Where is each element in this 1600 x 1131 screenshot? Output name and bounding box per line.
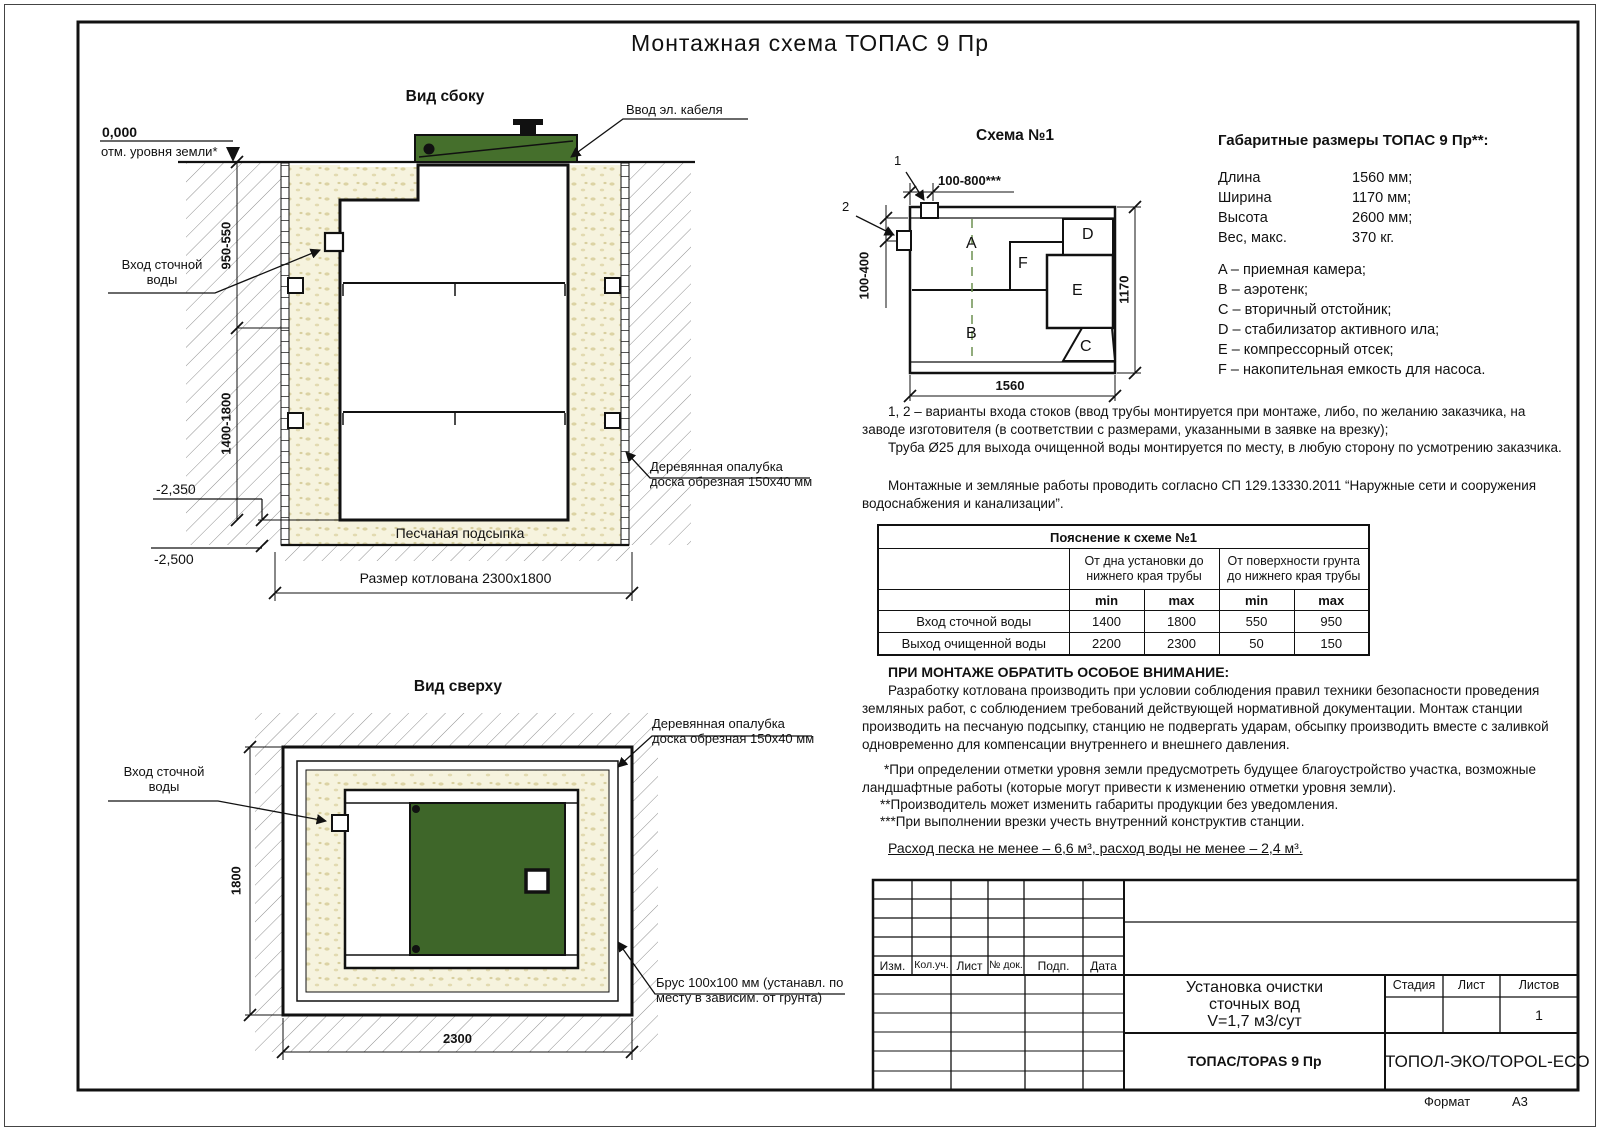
sheet-header: Лист bbox=[1457, 978, 1486, 992]
schema-marker-2: 2 bbox=[842, 199, 850, 214]
page-title: Монтажная схема ТОПАС 9 Пр bbox=[630, 30, 989, 56]
attention-footnote1-line: ландшафтные работы (которые могут привести к изменению отметки уровня земли). bbox=[862, 780, 1397, 795]
ground-level-label: отм. уровня земли* bbox=[101, 144, 218, 159]
pit-size-label: Размер котлована 2300х1800 bbox=[359, 570, 552, 586]
table-row-name: Вход сточной воды bbox=[878, 611, 1069, 633]
note-works-line: водоснабжения и канализации”. bbox=[862, 496, 1064, 511]
cable-entry-label: Ввод эл. кабеля bbox=[626, 102, 723, 117]
schema-marker-1: 1 bbox=[894, 153, 902, 168]
table-cell: 950 bbox=[1294, 611, 1369, 633]
schema-title: Схема №1 bbox=[976, 127, 1054, 144]
table-cell: 550 bbox=[1219, 611, 1294, 633]
dim-row-label: Ширина bbox=[1218, 190, 1272, 206]
schema-dim-width: 1170 bbox=[1116, 275, 1132, 304]
attention-footnote1-line: *При определении отметки уровня земли предусмотреть будущее благоустройство участка, возможные bbox=[884, 762, 1537, 777]
top-inlet-label-line1: Вход сточной bbox=[123, 764, 205, 779]
table-row bbox=[878, 611, 1369, 633]
table-group1-header: От дна установки до нижнего края трубы bbox=[1069, 549, 1219, 590]
table-group2-header: От поверхности грунта до нижнего края трубы bbox=[1219, 549, 1369, 590]
legend-item: D – стабилизатор активного ила; bbox=[1218, 322, 1440, 338]
top-inlet-pipe bbox=[332, 815, 348, 831]
attention-footnote3: ***При выполнении врезки учесть внутренний конструктив станции. bbox=[880, 814, 1305, 829]
table-title: Пояснение к схеме №1 bbox=[878, 525, 1369, 549]
top-formwork-label-line1: Деревянная опалубка bbox=[652, 716, 785, 731]
table-cell: 150 bbox=[1294, 633, 1369, 656]
dim-row-value: 1170 мм; bbox=[1352, 190, 1412, 206]
dim-row-value: 2600 мм; bbox=[1352, 210, 1413, 226]
rev-header-data: Дата bbox=[1090, 959, 1117, 973]
dim-row-label: Высота bbox=[1218, 210, 1268, 226]
dim-row-value: 370 кг. bbox=[1352, 230, 1395, 246]
legend-item: C – вторичный отстойник; bbox=[1218, 302, 1392, 318]
side-formwork-label bbox=[650, 459, 812, 490]
rev-header-koluch: Кол.уч. bbox=[914, 959, 949, 971]
dim-row-label: Вес, макс. bbox=[1218, 230, 1287, 246]
table-corner-cell bbox=[878, 549, 1069, 590]
attention-body-line: Разработку котлована производить при условии соблюдения правил техники безопасности проведения bbox=[888, 683, 1540, 698]
schema-dim-inlet-offset: 100-800*** bbox=[938, 173, 1001, 188]
legend-item: F – накопительная емкость для насоса. bbox=[1218, 362, 1486, 378]
beam-label-line1: Брус 100х100 мм (устанавл. по bbox=[656, 975, 844, 990]
legend-item: B – аэротенк; bbox=[1218, 282, 1308, 298]
schema-inlet-2 bbox=[897, 231, 911, 250]
schema-dim-length: 1560 bbox=[995, 378, 1025, 393]
compartment-f: F bbox=[1018, 255, 1028, 272]
stage-header: Стадия bbox=[1392, 978, 1436, 992]
top-formwork-label bbox=[652, 716, 814, 747]
table-cell: 1400 bbox=[1069, 611, 1144, 633]
side-inlet-pipe bbox=[325, 233, 343, 251]
side-view-title: Вид сбоку bbox=[405, 88, 485, 105]
attention-heading: ПРИ МОНТАЖЕ ОБРАТИТЬ ОСОБОЕ ВНИМАНИЕ: bbox=[888, 664, 1230, 680]
doc-name-line1: Установка очистки bbox=[1185, 979, 1324, 996]
dim-inlet-depth: 950-550 bbox=[218, 221, 234, 270]
dimensions-title: Габаритные размеры ТОПАС 9 Пр**: bbox=[1218, 132, 1489, 149]
table-cell: 2200 bbox=[1069, 633, 1144, 656]
table-row bbox=[878, 633, 1369, 656]
schema-drawing bbox=[856, 172, 1141, 402]
table-max-header: max bbox=[1144, 590, 1219, 611]
compartment-e: E bbox=[1072, 282, 1083, 299]
top-dim-width: 2300 bbox=[443, 1031, 472, 1046]
table-min-header: min bbox=[1219, 590, 1294, 611]
rev-header-izm: Изм. bbox=[879, 959, 906, 973]
top-inlet-label-line2: воды bbox=[148, 779, 180, 795]
side-formwork-label-line1: Деревянная опалубка bbox=[650, 459, 783, 474]
sheets-value: 1 bbox=[1535, 1007, 1543, 1023]
explanation-table bbox=[877, 524, 1370, 656]
side-formwork-label-line2: доска обрезная 150х40 мм bbox=[650, 474, 813, 490]
top-dim-height: 1800 bbox=[228, 866, 244, 896]
sand-bed-label: Песчаная подсыпка bbox=[395, 525, 525, 541]
rev-header-podp: Подп. bbox=[1037, 959, 1070, 973]
note-variants-line: 1, 2 – варианты входа стоков (ввод трубы монтируется при монтаже, либо, по желанию заказчика, на bbox=[888, 404, 1526, 419]
attention-footnote2: **Производитель может изменить габариты продукции без уведомления. bbox=[880, 797, 1339, 812]
side-inlet-label-line1: Вход сточной bbox=[121, 257, 203, 272]
top-formwork-label-line2: доска обрезная 150х40 мм bbox=[652, 731, 815, 747]
top-inlet-label bbox=[110, 764, 218, 795]
top-view-drawing bbox=[108, 713, 845, 1060]
consumption-note: Расход песка не менее – 6,6 м³, расход воды не менее – 2,4 м³. bbox=[888, 840, 1303, 856]
table-max-header: max bbox=[1294, 590, 1369, 611]
compartment-a: A bbox=[966, 235, 977, 252]
zero-level-mark: 0,000 bbox=[102, 124, 138, 140]
vent-cap bbox=[513, 119, 543, 125]
side-inlet-label bbox=[108, 257, 216, 288]
rev-header-ndok: № док. bbox=[989, 959, 1023, 971]
table-min-header: min bbox=[1069, 590, 1144, 611]
top-view-title: Вид сверху bbox=[413, 678, 503, 695]
note-variants-line: заводе изготовителя (в соответствии с размерами, указанными в заявке на врезку); bbox=[862, 422, 1389, 437]
table-empty-cell bbox=[878, 590, 1069, 611]
attention-body-line: земляных работ, с соблюдением требований действующей нормативной документации. Монтаж станции bbox=[862, 701, 1523, 716]
table-cell: 1800 bbox=[1144, 611, 1219, 633]
level-sand-top: -2,350 bbox=[156, 481, 196, 497]
schema-dim-side-offset: 100-400 bbox=[856, 251, 872, 300]
format-label: Формат bbox=[1424, 1094, 1471, 1109]
model-name: ТОПАС/TOPAS 9 Пр bbox=[1187, 1053, 1322, 1069]
sheets-header: Листов bbox=[1518, 978, 1560, 992]
attention-body-line: производить на песчаную подсыпку, станцию не подвергать ударам, обсыпку производить вместе с заливкой bbox=[862, 719, 1549, 734]
dim-body-depth: 1400-1800 bbox=[218, 392, 234, 455]
side-inlet-label-line2: воды bbox=[146, 272, 178, 288]
format-value: А3 bbox=[1512, 1094, 1528, 1109]
attention-body-line: одновременно для компенсации внутреннего и внешнего давления. bbox=[862, 737, 1290, 752]
table-cell: 2300 bbox=[1144, 633, 1219, 656]
schema-inlet-1 bbox=[921, 203, 938, 218]
level-pit-bottom: -2,500 bbox=[154, 551, 194, 567]
lid-hatch-opening bbox=[526, 870, 548, 892]
doc-name-line2: сточных вод bbox=[1208, 996, 1300, 1013]
table-cell: 50 bbox=[1219, 633, 1294, 656]
dim-row-label: Длина bbox=[1218, 170, 1261, 186]
legend-item: A – приемная камера; bbox=[1218, 262, 1366, 278]
beam-label-line2: месту в зависим. от грунта) bbox=[656, 990, 823, 1006]
beam-label bbox=[656, 975, 843, 1006]
vent-pipe bbox=[520, 125, 536, 135]
dim-row-value: 1560 мм; bbox=[1352, 170, 1413, 186]
compartment-b: B bbox=[966, 325, 977, 342]
company-name: ТОПОЛ-ЭКО/TOPOL-ECO bbox=[1385, 1052, 1590, 1071]
rev-header-list: Лист bbox=[956, 959, 983, 973]
compartment-d: D bbox=[1082, 226, 1094, 243]
note-variants-line: Труба Ø25 для выхода очищенной воды монтируется по месту, в любую сторону по усмотрению заказчика. bbox=[888, 440, 1562, 455]
legend-item: E – компрессорный отсек; bbox=[1218, 342, 1394, 358]
compartment-c: C bbox=[1080, 338, 1092, 355]
doc-name-line3: V=1,7 м3/сут bbox=[1207, 1013, 1302, 1030]
table-row-name: Выход очищенной воды bbox=[878, 633, 1069, 656]
note-works-line: Монтажные и земляные работы проводить согласно СП 129.13330.2011 “Наружные сети и сооружения bbox=[888, 478, 1537, 493]
